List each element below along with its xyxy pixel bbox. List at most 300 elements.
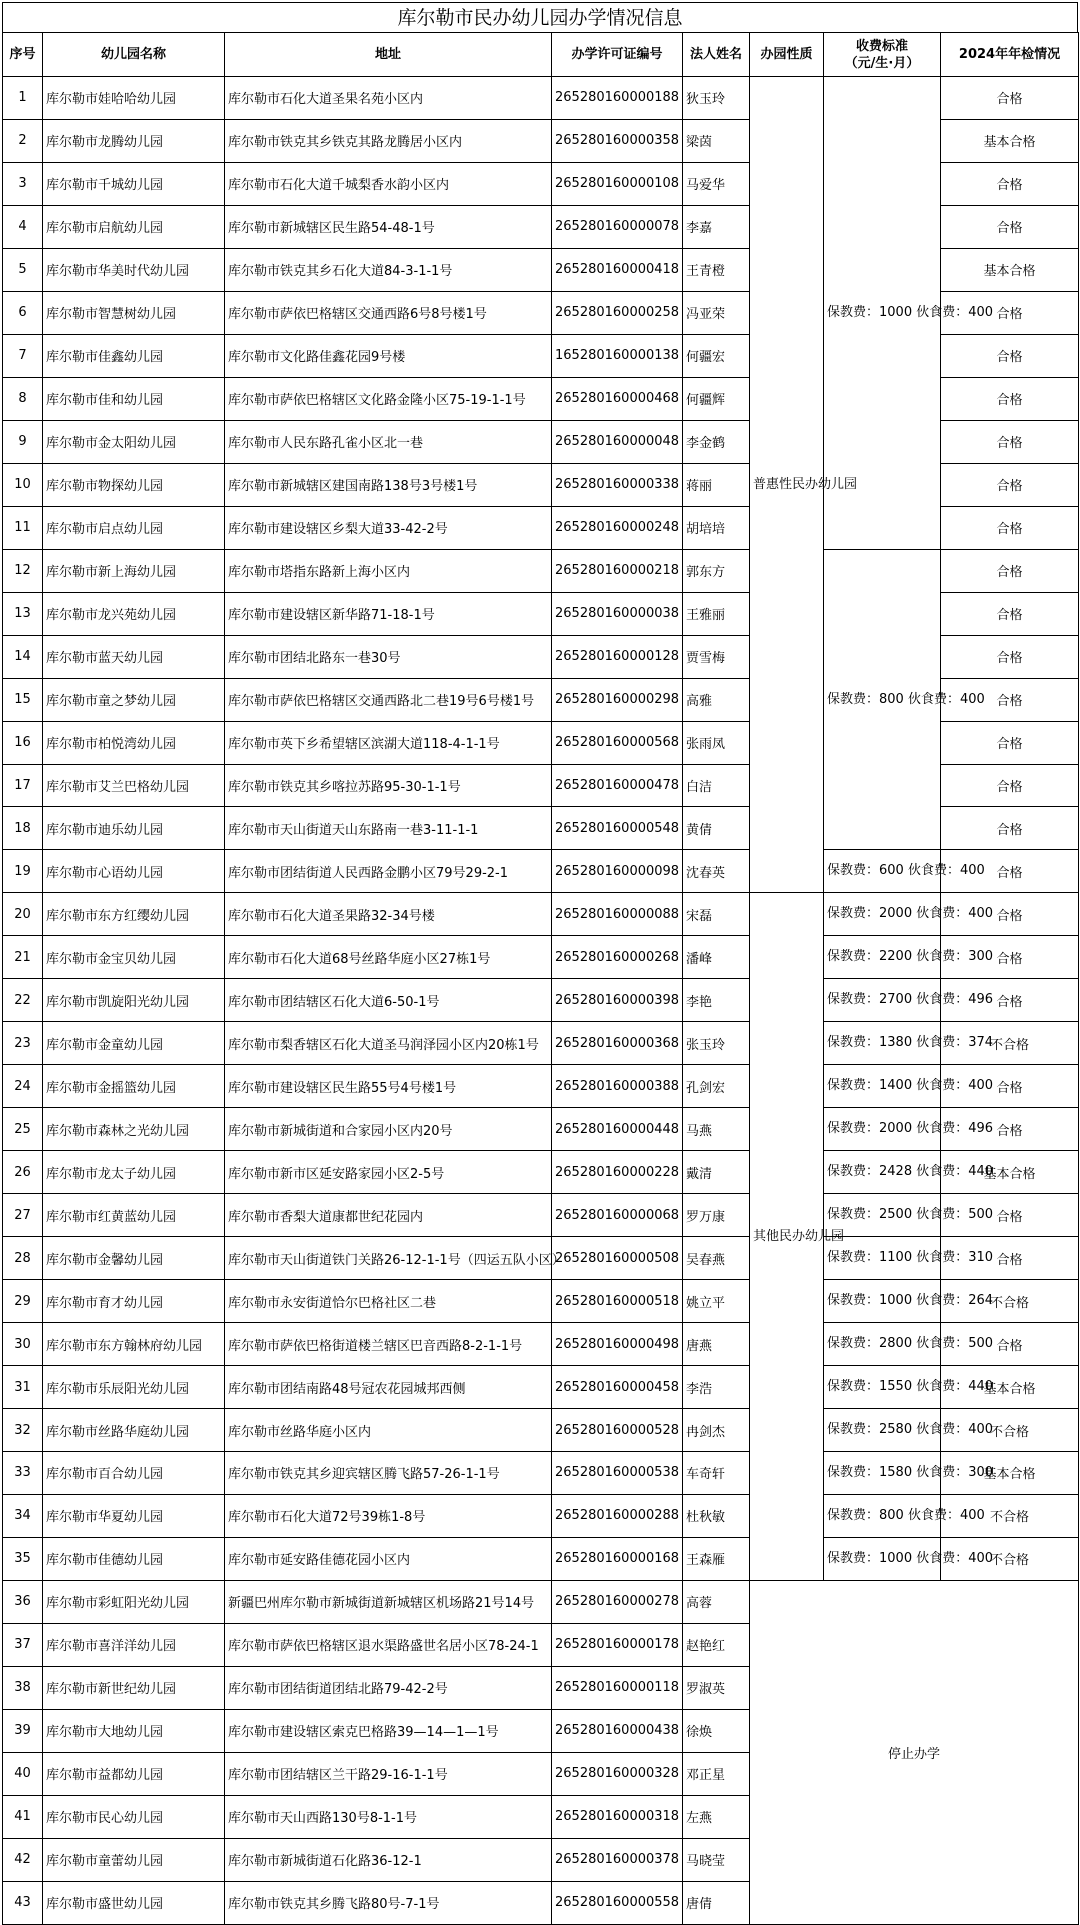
cell-name: 库尔勒市金馨幼儿园 [43, 1237, 225, 1280]
cell-inspection: 合格 [941, 377, 1079, 420]
cell-address: 库尔勒市萨依巴格辖区退水渠路盛世名居小区78-24-1 [225, 1623, 552, 1666]
cell-seq: 2 [3, 119, 43, 162]
cell-license: 265280160000048 [552, 420, 683, 463]
cell-license: 265280160000088 [552, 893, 683, 936]
cell-seq: 24 [3, 1065, 43, 1108]
cell-name: 库尔勒市喜洋洋幼儿园 [43, 1623, 225, 1666]
cell-seq: 21 [3, 936, 43, 979]
cell-inspection: 不合格 [941, 1409, 1079, 1452]
header-name: 幼儿园名称 [43, 33, 225, 77]
cell-license: 265280160000168 [552, 1537, 683, 1580]
cell-fee: 保教费：2200 伙食费：300 [824, 936, 941, 979]
cell-legal: 何疆宏 [683, 334, 750, 377]
cell-legal: 吴春燕 [683, 1237, 750, 1280]
cell-legal: 沈春英 [683, 850, 750, 893]
cell-name: 库尔勒市益都幼儿园 [43, 1752, 225, 1795]
cell-seq: 20 [3, 893, 43, 936]
cell-address: 库尔勒市新城辖区建国南路138号3号楼1号 [225, 463, 552, 506]
cell-address: 库尔勒市石化大道圣果名苑小区内 [225, 77, 552, 120]
cell-license: 265280160000398 [552, 979, 683, 1022]
cell-fee: 保教费：2500 伙食费：500 [824, 1194, 941, 1237]
cell-name: 库尔勒市艾兰巴格幼儿园 [43, 764, 225, 807]
cell-name: 库尔勒市新世纪幼儿园 [43, 1666, 225, 1709]
cell-fee: 保教费：1580 伙食费：300 [824, 1452, 941, 1495]
cell-name: 库尔勒市新上海幼儿园 [43, 549, 225, 592]
cell-legal: 狄玉玲 [683, 77, 750, 120]
cell-address: 库尔勒市铁克其乡铁克其路龙腾居小区内 [225, 119, 552, 162]
cell-inspection: 合格 [941, 807, 1079, 850]
cell-legal: 邓正星 [683, 1752, 750, 1795]
cell-name: 库尔勒市森林之光幼儿园 [43, 1108, 225, 1151]
table-row [3, 1409, 1079, 1452]
cell-address: 库尔勒市铁克其乡迎宾辖区腾飞路57-26-1-1号 [225, 1452, 552, 1495]
cell-legal: 胡培培 [683, 506, 750, 549]
cell-address: 库尔勒市团结辖区石化大道6-50-1号 [225, 979, 552, 1022]
cell-name: 库尔勒市佳德幼儿园 [43, 1537, 225, 1580]
cell-fee: 保教费：2700 伙食费：496 [824, 979, 941, 1022]
cell-inspection: 合格 [941, 764, 1079, 807]
cell-legal: 冉剑杰 [683, 1409, 750, 1452]
cell-inspection: 合格 [941, 77, 1079, 120]
cell-address: 库尔勒市新城街道和合家园小区内20号 [225, 1108, 552, 1151]
header-legal: 法人姓名 [683, 33, 750, 77]
cell-seq: 34 [3, 1494, 43, 1537]
cell-inspection: 不合格 [941, 1022, 1079, 1065]
cell-license: 265280160000538 [552, 1452, 683, 1495]
cell-seq: 37 [3, 1623, 43, 1666]
cell-legal: 梁茵 [683, 119, 750, 162]
table-row [3, 1494, 1079, 1537]
cell-license: 265280160000558 [552, 1881, 683, 1924]
cell-name: 库尔勒市华美时代幼儿园 [43, 248, 225, 291]
cell-address: 库尔勒市团结北路东一巷30号 [225, 635, 552, 678]
cell-license: 265280160000298 [552, 678, 683, 721]
cell-inspection: 基本合格 [941, 1366, 1079, 1409]
cell-inspection: 不合格 [941, 1537, 1079, 1580]
cell-fee: 保教费：1100 伙食费：310 [824, 1237, 941, 1280]
cell-name: 库尔勒市物探幼儿园 [43, 463, 225, 506]
cell-license: 265280160000258 [552, 291, 683, 334]
cell-seq: 25 [3, 1108, 43, 1151]
cell-address: 库尔勒市延安路佳德花园小区内 [225, 1537, 552, 1580]
cell-seq: 41 [3, 1795, 43, 1838]
cell-inspection: 合格 [941, 635, 1079, 678]
cell-name: 库尔勒市彩虹阳光幼儿园 [43, 1580, 225, 1623]
cell-license: 265280160000108 [552, 162, 683, 205]
cell-address: 库尔勒市塔指东路新上海小区内 [225, 549, 552, 592]
cell-inspection: 合格 [941, 1194, 1079, 1237]
cell-address: 库尔勒市天山街道天山东路南一巷3-11-1-1 [225, 807, 552, 850]
kindergarten-table [2, 32, 1079, 1925]
table-row [3, 1580, 1079, 1623]
cell-license: 265280160000388 [552, 1065, 683, 1108]
cell-fee: 保教费：2000 伙食费：400 [824, 893, 941, 936]
header-address: 地址 [225, 33, 552, 77]
cell-name: 库尔勒市丝路华庭幼儿园 [43, 1409, 225, 1452]
cell-legal: 潘峰 [683, 936, 750, 979]
cell-license: 265280160000418 [552, 248, 683, 291]
cell-address: 库尔勒市人民东路孔雀小区北一巷 [225, 420, 552, 463]
cell-license: 265280160000038 [552, 592, 683, 635]
table-row [3, 1537, 1079, 1580]
cell-address: 库尔勒市团结街道团结北路79-42-2号 [225, 1666, 552, 1709]
header-fee [824, 33, 941, 77]
cell-fee-group1: 保教费：1000 伙食费：400 [824, 77, 941, 550]
cell-address: 库尔勒市梨香辖区石化大道圣马润泽园小区内20栋1号 [225, 1022, 552, 1065]
cell-seq: 40 [3, 1752, 43, 1795]
cell-inspection: 不合格 [941, 1494, 1079, 1537]
cell-inspection: 合格 [941, 893, 1079, 936]
cell-nature-group1: 普惠性民办幼儿园 [750, 77, 824, 893]
header-fee-line2: （元/生·月） [844, 55, 920, 71]
cell-legal: 黄倩 [683, 807, 750, 850]
cell-name: 库尔勒市启航幼儿园 [43, 205, 225, 248]
table-row [3, 1323, 1079, 1366]
cell-license: 265280160000188 [552, 77, 683, 120]
cell-legal: 徐焕 [683, 1709, 750, 1752]
cell-legal: 李浩 [683, 1366, 750, 1409]
cell-address: 库尔勒市文化路佳鑫花园9号楼 [225, 334, 552, 377]
cell-license: 265280160000128 [552, 635, 683, 678]
cell-address: 库尔勒市丝路华庭小区内 [225, 1409, 552, 1452]
table-row [3, 850, 1079, 893]
cell-address: 库尔勒市建设辖区新华路71-18-1号 [225, 592, 552, 635]
cell-seq: 36 [3, 1580, 43, 1623]
cell-address: 库尔勒市建设辖区民生路55号4号楼1号 [225, 1065, 552, 1108]
cell-inspection: 合格 [941, 936, 1079, 979]
cell-address: 新疆巴州库尔勒市新城街道新城辖区机场路21号14号 [225, 1580, 552, 1623]
table-row [3, 1280, 1079, 1323]
cell-fee: 保教费：1400 伙食费：400 [824, 1065, 941, 1108]
cell-fee-group2: 保教费：800 伙食费：400 [824, 549, 941, 850]
cell-inspection: 基本合格 [941, 1151, 1079, 1194]
cell-legal: 白洁 [683, 764, 750, 807]
cell-legal: 高雅 [683, 678, 750, 721]
cell-name: 库尔勒市金摇篮幼儿园 [43, 1065, 225, 1108]
cell-fee: 保教费：600 伙食费：400 [824, 850, 941, 893]
cell-inspection: 合格 [941, 592, 1079, 635]
cell-legal: 马晓莹 [683, 1838, 750, 1881]
cell-license: 265280160000328 [552, 1752, 683, 1795]
cell-name: 库尔勒市龙腾幼儿园 [43, 119, 225, 162]
cell-name: 库尔勒市乐辰阳光幼儿园 [43, 1366, 225, 1409]
table-body [3, 77, 1079, 1925]
cell-name: 库尔勒市童蕾幼儿园 [43, 1838, 225, 1881]
cell-seq: 35 [3, 1537, 43, 1580]
cell-seq: 31 [3, 1366, 43, 1409]
cell-address: 库尔勒市永安街道恰尔巴格社区二巷 [225, 1280, 552, 1323]
cell-legal: 戴清 [683, 1151, 750, 1194]
cell-legal: 唐倩 [683, 1881, 750, 1924]
cell-name: 库尔勒市东方翰林府幼儿园 [43, 1323, 225, 1366]
cell-address: 库尔勒市萨依巴格街道楼兰辖区巴音西路8-2-1-1号 [225, 1323, 552, 1366]
cell-seq: 33 [3, 1452, 43, 1495]
cell-seq: 5 [3, 248, 43, 291]
cell-legal: 唐燕 [683, 1323, 750, 1366]
table-row [3, 1022, 1079, 1065]
cell-inspection: 合格 [941, 721, 1079, 764]
cell-name: 库尔勒市盛世幼儿园 [43, 1881, 225, 1924]
cell-legal: 王雅丽 [683, 592, 750, 635]
cell-fee: 保教费：1550 伙食费：440 [824, 1366, 941, 1409]
header-fee-line1: 收费标准 [855, 38, 908, 54]
cell-legal: 车奇轩 [683, 1452, 750, 1495]
cell-name: 库尔勒市迪乐幼儿园 [43, 807, 225, 850]
cell-name: 库尔勒市启点幼儿园 [43, 506, 225, 549]
cell-name: 库尔勒市童之梦幼儿园 [43, 678, 225, 721]
cell-address: 库尔勒市石化大道72号39栋1-8号 [225, 1494, 552, 1537]
cell-legal: 高蓉 [683, 1580, 750, 1623]
cell-fee: 保教费：800 伙食费：400 [824, 1494, 941, 1537]
header-inspection: 2024年年检情况 [941, 33, 1079, 77]
cell-license: 265280160000498 [552, 1323, 683, 1366]
table-row [3, 549, 1079, 592]
cell-seq: 19 [3, 850, 43, 893]
cell-legal: 左燕 [683, 1795, 750, 1838]
cell-legal: 何疆辉 [683, 377, 750, 420]
cell-license: 265280160000278 [552, 1580, 683, 1623]
cell-license: 265280160000528 [552, 1409, 683, 1452]
cell-inspection: 合格 [941, 678, 1079, 721]
cell-seq: 12 [3, 549, 43, 592]
cell-legal: 孔剑宏 [683, 1065, 750, 1108]
cell-license: 265280160000248 [552, 506, 683, 549]
cell-seq: 6 [3, 291, 43, 334]
table-row [3, 1452, 1079, 1495]
cell-address: 库尔勒市新市区延安路家园小区2-5号 [225, 1151, 552, 1194]
cell-license: 165280160000138 [552, 334, 683, 377]
cell-name: 库尔勒市千城幼儿园 [43, 162, 225, 205]
cell-license: 265280160000548 [552, 807, 683, 850]
cell-name: 库尔勒市龙太子幼儿园 [43, 1151, 225, 1194]
cell-address: 库尔勒市天山街道铁门关路26-12-1-1号（四运五队小区） [225, 1237, 552, 1280]
cell-name: 库尔勒市蓝天幼儿园 [43, 635, 225, 678]
cell-fee: 保教费：1000 伙食费：400 [824, 1537, 941, 1580]
cell-seq: 27 [3, 1194, 43, 1237]
table-row [3, 1151, 1079, 1194]
cell-address: 库尔勒市石化大道68号丝路华庭小区27栋1号 [225, 936, 552, 979]
cell-fee: 保教费：2580 伙食费：400 [824, 1409, 941, 1452]
cell-seq: 13 [3, 592, 43, 635]
cell-inspection: 基本合格 [941, 119, 1079, 162]
cell-legal: 郭东方 [683, 549, 750, 592]
cell-license: 265280160000468 [552, 377, 683, 420]
cell-legal: 李金鹤 [683, 420, 750, 463]
cell-legal: 马燕 [683, 1108, 750, 1151]
table-row [3, 1237, 1079, 1280]
cell-license: 265280160000338 [552, 463, 683, 506]
cell-license: 265280160000318 [552, 1795, 683, 1838]
header-seq: 序号 [3, 33, 43, 77]
cell-license: 265280160000508 [552, 1237, 683, 1280]
cell-address: 库尔勒市团结南路48号冠农花园城邦西侧 [225, 1366, 552, 1409]
cell-legal: 王森雁 [683, 1537, 750, 1580]
cell-seq: 29 [3, 1280, 43, 1323]
cell-seq: 39 [3, 1709, 43, 1752]
table-row [3, 1065, 1079, 1108]
cell-license: 265280160000368 [552, 1022, 683, 1065]
cell-address: 库尔勒市新城辖区民生路54-48-1号 [225, 205, 552, 248]
cell-name: 库尔勒市智慧树幼儿园 [43, 291, 225, 334]
cell-license: 265280160000378 [552, 1838, 683, 1881]
cell-legal: 姚立平 [683, 1280, 750, 1323]
cell-seq: 4 [3, 205, 43, 248]
table-row [3, 77, 1079, 120]
table-row [3, 1366, 1079, 1409]
cell-license: 265280160000448 [552, 1108, 683, 1151]
cell-name: 库尔勒市东方红缨幼儿园 [43, 893, 225, 936]
cell-inspection: 合格 [941, 979, 1079, 1022]
cell-license: 265280160000288 [552, 1494, 683, 1537]
header-license: 办学许可证编号 [552, 33, 683, 77]
cell-seq: 28 [3, 1237, 43, 1280]
cell-legal: 宋磊 [683, 893, 750, 936]
cell-name: 库尔勒市金童幼儿园 [43, 1022, 225, 1065]
cell-license: 265280160000358 [552, 119, 683, 162]
cell-name: 库尔勒市龙兴苑幼儿园 [43, 592, 225, 635]
cell-seq: 30 [3, 1323, 43, 1366]
cell-name: 库尔勒市凯旋阳光幼儿园 [43, 979, 225, 1022]
cell-stopped: 停止办学 [750, 1580, 1079, 1924]
cell-license: 265280160000078 [552, 205, 683, 248]
cell-seq: 11 [3, 506, 43, 549]
cell-address: 库尔勒市团结街道人民西路金鹏小区79号29-2-1 [225, 850, 552, 893]
cell-legal: 张玉玲 [683, 1022, 750, 1065]
cell-nature-group2: 其他民办幼儿园 [750, 893, 824, 1581]
cell-fee: 保教费：2800 伙食费：500 [824, 1323, 941, 1366]
cell-name: 库尔勒市华夏幼儿园 [43, 1494, 225, 1537]
cell-seq: 10 [3, 463, 43, 506]
cell-address: 库尔勒市萨依巴格辖区交通西路6号8号楼1号 [225, 291, 552, 334]
cell-license: 265280160000568 [552, 721, 683, 764]
cell-fee: 保教费：2428 伙食费：440 [824, 1151, 941, 1194]
cell-fee: 保教费：1000 伙食费：264 [824, 1280, 941, 1323]
cell-seq: 1 [3, 77, 43, 120]
cell-inspection: 合格 [941, 334, 1079, 377]
cell-legal: 张雨凤 [683, 721, 750, 764]
cell-license: 265280160000518 [552, 1280, 683, 1323]
table-row [3, 1194, 1079, 1237]
cell-seq: 43 [3, 1881, 43, 1924]
cell-license: 265280160000178 [552, 1623, 683, 1666]
cell-inspection: 合格 [941, 162, 1079, 205]
cell-legal: 贾雪梅 [683, 635, 750, 678]
cell-address: 库尔勒市英下乡希望辖区滨湖大道118-4-1-1号 [225, 721, 552, 764]
cell-name: 库尔勒市红黄蓝幼儿园 [43, 1194, 225, 1237]
cell-inspection: 合格 [941, 549, 1079, 592]
header-nature: 办园性质 [750, 33, 824, 77]
cell-license: 265280160000228 [552, 1151, 683, 1194]
cell-inspection: 合格 [941, 420, 1079, 463]
cell-license: 265280160000218 [552, 549, 683, 592]
cell-name: 库尔勒市金宝贝幼儿园 [43, 936, 225, 979]
cell-legal: 赵艳红 [683, 1623, 750, 1666]
cell-inspection: 合格 [941, 506, 1079, 549]
page-title: 库尔勒市民办幼儿园办学情况信息 [2, 2, 1078, 32]
cell-name: 库尔勒市柏悦湾幼儿园 [43, 721, 225, 764]
cell-seq: 42 [3, 1838, 43, 1881]
cell-legal: 蒋丽 [683, 463, 750, 506]
cell-license: 265280160000098 [552, 850, 683, 893]
table-row [3, 979, 1079, 1022]
cell-name: 库尔勒市佳和幼儿园 [43, 377, 225, 420]
cell-address: 库尔勒市香梨大道康都世纪花园内 [225, 1194, 552, 1237]
cell-seq: 23 [3, 1022, 43, 1065]
cell-address: 库尔勒市建设辖区乡梨大道33-42-2号 [225, 506, 552, 549]
cell-address: 库尔勒市萨依巴格辖区交通西路北二巷19号6号楼1号 [225, 678, 552, 721]
cell-license: 265280160000068 [552, 1194, 683, 1237]
cell-inspection: 合格 [941, 1323, 1079, 1366]
cell-inspection: 合格 [941, 1065, 1079, 1108]
cell-inspection: 基本合格 [941, 248, 1079, 291]
cell-legal: 冯亚荣 [683, 291, 750, 334]
cell-name: 库尔勒市百合幼儿园 [43, 1452, 225, 1495]
cell-legal: 李嘉 [683, 205, 750, 248]
cell-seq: 18 [3, 807, 43, 850]
cell-address: 库尔勒市团结辖区兰干路29-16-1-1号 [225, 1752, 552, 1795]
cell-license: 265280160000268 [552, 936, 683, 979]
cell-license: 265280160000478 [552, 764, 683, 807]
cell-legal: 李艳 [683, 979, 750, 1022]
cell-legal: 罗万康 [683, 1194, 750, 1237]
cell-seq: 14 [3, 635, 43, 678]
cell-address: 库尔勒市石化大道千城梨香水韵小区内 [225, 162, 552, 205]
cell-inspection: 合格 [941, 205, 1079, 248]
cell-seq: 17 [3, 764, 43, 807]
cell-address: 库尔勒市建设辖区索克巴格路39—14—1—1号 [225, 1709, 552, 1752]
cell-seq: 9 [3, 420, 43, 463]
cell-name: 库尔勒市娃哈哈幼儿园 [43, 77, 225, 120]
table-row [3, 1108, 1079, 1151]
table-row [3, 936, 1079, 979]
cell-legal: 王青橙 [683, 248, 750, 291]
cell-seq: 38 [3, 1666, 43, 1709]
cell-inspection: 基本合格 [941, 1452, 1079, 1495]
cell-address: 库尔勒市铁克其乡喀拉苏路95-30-1-1号 [225, 764, 552, 807]
cell-seq: 15 [3, 678, 43, 721]
cell-seq: 16 [3, 721, 43, 764]
cell-seq: 8 [3, 377, 43, 420]
cell-seq: 22 [3, 979, 43, 1022]
cell-license: 265280160000458 [552, 1366, 683, 1409]
cell-inspection: 合格 [941, 463, 1079, 506]
cell-address: 库尔勒市天山西路130号8-1-1号 [225, 1795, 552, 1838]
cell-name: 库尔勒市佳鑫幼儿园 [43, 334, 225, 377]
header-row [3, 33, 1079, 77]
cell-address: 库尔勒市铁克其乡石化大道84-3-1-1号 [225, 248, 552, 291]
cell-name: 库尔勒市民心幼儿园 [43, 1795, 225, 1838]
cell-inspection: 合格 [941, 291, 1079, 334]
table-row [3, 893, 1079, 936]
cell-seq: 26 [3, 1151, 43, 1194]
cell-address: 库尔勒市新城街道石化路36-12-1 [225, 1838, 552, 1881]
cell-inspection: 合格 [941, 850, 1079, 893]
cell-inspection: 合格 [941, 1237, 1079, 1280]
cell-seq: 32 [3, 1409, 43, 1452]
cell-fee: 保教费：1380 伙食费：374 [824, 1022, 941, 1065]
cell-legal: 杜秋敏 [683, 1494, 750, 1537]
cell-name: 库尔勒市大地幼儿园 [43, 1709, 225, 1752]
cell-name: 库尔勒市育才幼儿园 [43, 1280, 225, 1323]
cell-license: 265280160000438 [552, 1709, 683, 1752]
cell-address: 库尔勒市萨依巴格辖区文化路金隆小区75-19-1-1号 [225, 377, 552, 420]
cell-license: 265280160000118 [552, 1666, 683, 1709]
cell-inspection: 不合格 [941, 1280, 1079, 1323]
cell-address: 库尔勒市铁克其乡腾飞路80号-7-1号 [225, 1881, 552, 1924]
cell-name: 库尔勒市心语幼儿园 [43, 850, 225, 893]
cell-seq: 3 [3, 162, 43, 205]
cell-name: 库尔勒市金太阳幼儿园 [43, 420, 225, 463]
